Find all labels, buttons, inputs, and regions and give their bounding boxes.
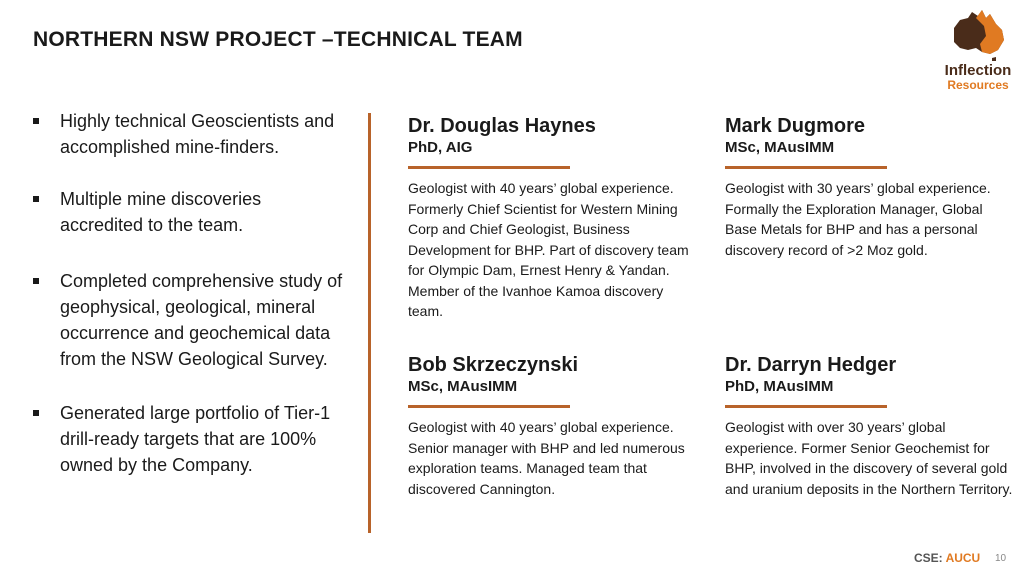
member-description: Geologist with 40 years’ global experience. Senior manager with BHP and led numerous exploration teams. Managed team that discovered Cannington. (408, 419, 685, 497)
bullet-list (33, 108, 348, 478)
member-description: Geologist with 40 years’ global experience. Formerly Chief Scientist for Western Mining Corp and Chief Geologist, Business Development for BHP. Part of discovery team for Olympic Dam, Ernest Henry & Yandan. Member of the Ivanhoe Kamoa discovery team. (408, 180, 689, 319)
ticker-symbol: AUCU (945, 551, 981, 565)
bullet-item (33, 268, 348, 372)
team-member-card (725, 114, 1015, 260)
member-credentials: MSc, MAusIMM (408, 378, 518, 395)
member-description: Geologist with 30 years’ global experience. Formally the Exploration Manager, Global Base Metals for BHP and has a personal discovery record of >2 Moz gold. (725, 180, 991, 258)
team-member-card (408, 114, 698, 322)
slide-title: NORTHERN NSW PROJECT –TECHNICAL TEAM (33, 28, 523, 51)
bullet-item (33, 108, 348, 160)
member-credentials: PhD, MAusIMM (725, 378, 834, 395)
member-name: Dr. Douglas Haynes (408, 115, 596, 137)
member-rule (725, 166, 887, 169)
member-name: Dr. Darryn Hedger (725, 354, 897, 376)
bullet-square-icon (33, 196, 39, 202)
member-credentials: MSc, MAusIMM (725, 139, 835, 156)
vertical-divider (368, 113, 371, 533)
logo-text-inflection: Inflection (944, 62, 1012, 79)
member-name: Bob Skrzeczynski (408, 354, 579, 376)
member-rule (408, 405, 570, 408)
bullet-item (33, 400, 348, 478)
team-member-card (408, 353, 698, 499)
australia-map-icon (946, 6, 1010, 62)
bullet-text: Generated large portfolio of Tier-1 drill-ready targets that are 100% owned by the Company. (60, 403, 331, 475)
bullet-square-icon (33, 410, 39, 416)
company-logo (936, 6, 1020, 90)
bullet-item (33, 186, 348, 238)
member-rule (408, 166, 570, 169)
exchange-label: CSE: (914, 551, 943, 565)
bullet-text: Multiple mine discoveries accredited to the team. (60, 189, 262, 235)
member-rule (725, 405, 887, 408)
bullet-text: Completed comprehensive study of geophysical, geological, mineral occurrence and geochemical data from the NSW Geological Survey. (60, 271, 343, 369)
bullet-text: Highly technical Geoscientists and accomplished mine-finders. (60, 111, 335, 157)
page-number: 10 (995, 553, 1007, 564)
team-member-card (725, 353, 1015, 499)
bullet-square-icon (33, 118, 39, 124)
member-name: Mark Dugmore (725, 115, 866, 137)
member-credentials: PhD, AIG (408, 139, 473, 156)
bullet-square-icon (33, 278, 39, 284)
footer-ticker (914, 551, 980, 565)
member-description: Geologist with over 30 years’ global experience. Former Senior Geochemist for BHP, involved in the discovery of several gold and uranium deposits in the Northern Territory. (725, 419, 1013, 497)
logo-text-resources: Resources (947, 78, 1009, 92)
